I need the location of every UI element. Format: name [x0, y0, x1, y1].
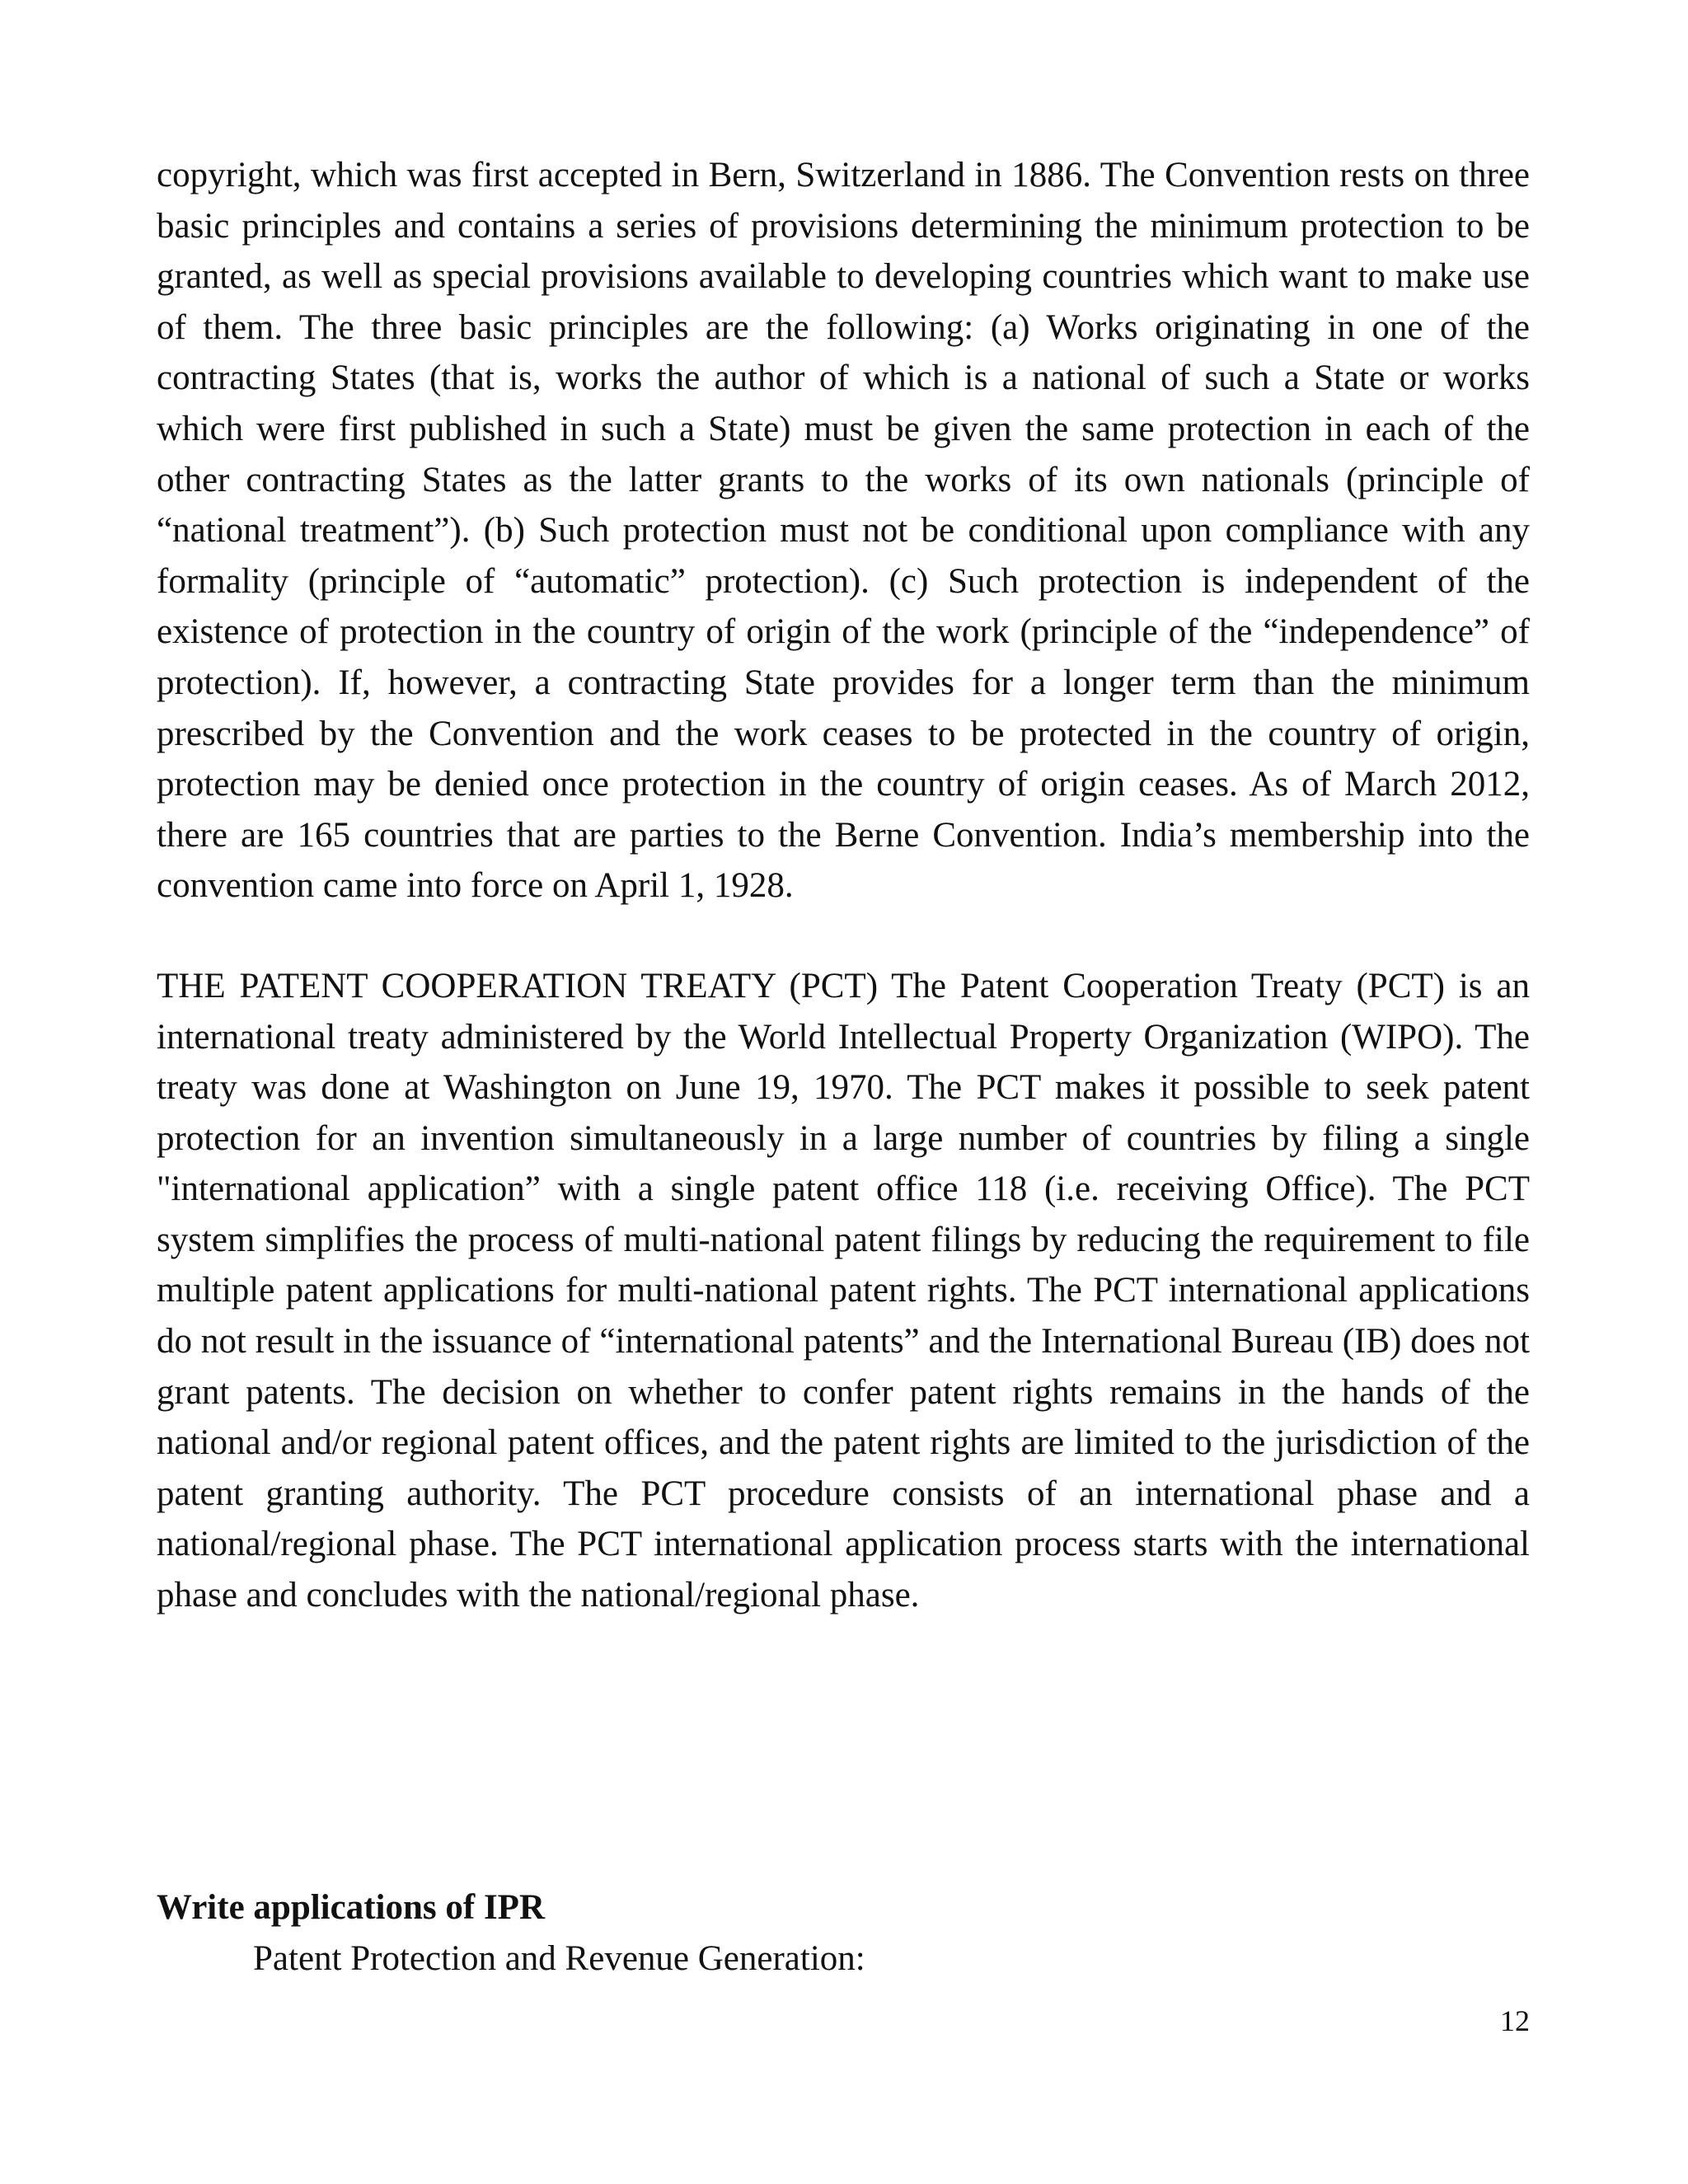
page-number: 12 [1500, 2004, 1530, 2037]
paragraph-spacer [157, 912, 1530, 961]
document-body [157, 150, 1530, 1621]
paragraph-patent-cooperation-treaty: THE PATENT COOPERATION TREATY (PCT) The Patent Cooperation Treaty (PCT) is an international treaty administered by the World Intellectual Property Organization (WIPO). The treaty was done at Washington on June 19, 1970. The PCT makes it possible to seek patent protection for an invention simultaneously in a large number of countries by filing a single "international application” with a single patent office 118 (i.e. receiving Office). The PCT system simplifies the process of multi-national patent filings by reducing the requirement to file multiple patent applications for multi-national patent rights. The PCT international applications do not result in the issuance of “international patents” and the International Bureau (IB) does not grant patents. The decision on whether to confer patent rights remains in the hands of the national and/or regional patent offices, and the patent rights are limited to the jurisdiction of the patent granting authority. The PCT procedure consists of an international phase and a national/regional phase. The PCT international application process starts with the international phase and concludes with the national/regional phase. [157, 966, 1530, 1615]
paragraph-berne-convention: copyright, which was first accepted in Bern, Switzerland in 1886. The Convention rests on three basic principles and contains a series of provisions determining the minimum protection to be granted, as well as special provisions available to developing countries which want to make use of them. The three basic principles are the following: (a) Works originating in one of the contracting States (that is, works the author of which is a national of such a State or works which were first published in such a State) must be given the same protection in each of the other contracting States as the latter grants to the works of its own nationals (principle of “national treatment”). (b) Such protection must not be conditional upon compliance with any formality (principle of “automatic” protection). (c) Such protection is independent of the existence of protection in the country of origin of the work (principle of the “independence” of protection). If, however, a contracting State provides for a longer term than the minimum prescribed by the Convention and the work ceases to be protected in the country of origin, protection may be denied once protection in the country of origin ceases. As of March 2012, there are 165 countries that are parties to the Berne Convention. India’s membership into the convention came into force on April 1, 1928. [157, 156, 1530, 906]
section-heading: Write applications of IPR [157, 1888, 546, 1927]
section-ipr-applications [157, 1882, 1530, 1984]
section-subheading: Patent Protection and Revenue Generation: [253, 1938, 865, 1978]
